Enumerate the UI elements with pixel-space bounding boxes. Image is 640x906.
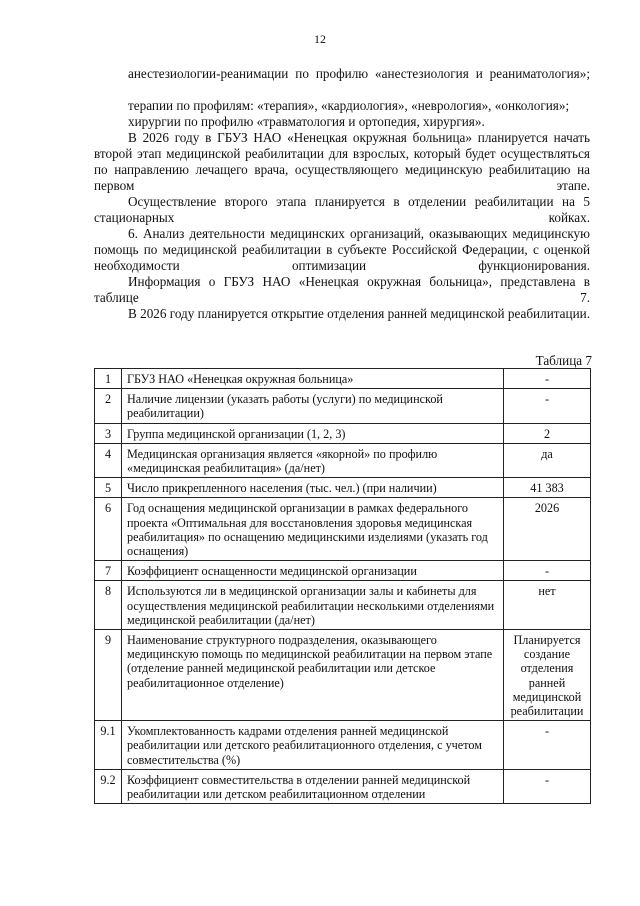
table-row xyxy=(95,630,591,721)
row-value: - xyxy=(504,721,591,770)
row-description: Коэффициент оснащенности медицинской организации xyxy=(122,561,504,581)
row-description: Используются ли в медицинской организации залы и кабинеты для осуществления медицинской реабилитации несколькими отделениями медицинской реабилитации (да/нет) xyxy=(122,581,504,630)
row-value: - xyxy=(504,389,591,423)
paragraph-second-stage-beds: Осуществление второго этапа планируется в отделении реабилитации на 5 стационарных койках. xyxy=(94,194,590,225)
table-body xyxy=(95,369,591,804)
table-row xyxy=(95,443,591,477)
section-6-heading: 6. Анализ деятельности медицинских организаций, оказывающих медицинскую помощь по медицинской реабилитации в субъекте Российской Федерации, с оценкой необходимости оптимизации функционирования. xyxy=(94,226,590,273)
table-row xyxy=(95,721,591,770)
row-description: Год оснащения медицинской организации в рамках федерального проекта «Оптимальная для восстановления здоровья медицинская реабилитация» по оснащению медицинскими изделиями (указать год оснащения) xyxy=(122,498,504,561)
row-value: 2026 xyxy=(504,498,591,561)
row-number: 6 xyxy=(95,498,122,561)
table-7 xyxy=(94,368,591,804)
row-number: 5 xyxy=(95,478,122,498)
row-description: Медицинская организация является «якорной» по профилю «медицинская реабилитация» (да/нет) xyxy=(122,443,504,477)
table-row xyxy=(95,423,591,443)
row-number: 4 xyxy=(95,443,122,477)
row-description: Наименование структурного подразделения, оказывающего медицинскую помощь по медицинской реабилитации на первом этапе (отделение ранней медицинской реабилитации или детское реабилитационное отделение) xyxy=(122,630,504,721)
row-value: - xyxy=(504,769,591,803)
row-description: Число прикрепленного населения (тыс. чел.) (при наличии) xyxy=(122,478,504,498)
paragraph-therapy: терапии по профилям: «терапия», «кардиология», «неврология», «онкология»; xyxy=(128,98,570,113)
row-value: - xyxy=(504,369,591,389)
table-row xyxy=(95,478,591,498)
row-number: 9.1 xyxy=(95,721,122,770)
table-row xyxy=(95,581,591,630)
table-row xyxy=(95,561,591,581)
paragraph-table-reference: Информация о ГБУЗ НАО «Ненецкая окружная больница», представлена в таблице 7. xyxy=(94,274,590,305)
row-number: 8 xyxy=(95,581,122,630)
row-number: 9 xyxy=(95,630,122,721)
row-description: Коэффициент совместительства в отделении ранней медицинской реабилитации или детском реабилитационном отделении xyxy=(122,769,504,803)
paragraph-anesthesiology: анестезиологии-реанимации по профилю «анестезиология и реаниматология»; xyxy=(128,66,590,81)
row-description: Наличие лицензии (указать работы (услуги) по медицинской реабилитации) xyxy=(122,389,504,423)
row-number: 2 xyxy=(95,389,122,423)
row-value: нет xyxy=(504,581,591,630)
row-number: 1 xyxy=(95,369,122,389)
row-number: 7 xyxy=(95,561,122,581)
paragraph-second-stage-plan: В 2026 году в ГБУЗ НАО «Ненецкая окружная больница» планируется начать второй этап медицинской реабилитации для взрослых, который будет осуществляться по направлению лечащего врача, осуществляющего медицинскую реабилитацию на первом этапе. xyxy=(94,130,590,193)
paragraph-surgery: хирургии по профилю «травматология и ортопедия, хирургия». xyxy=(128,114,485,129)
row-value: - xyxy=(504,561,591,581)
row-value: да xyxy=(504,443,591,477)
page-number: 12 xyxy=(314,32,326,46)
row-value: Планируется создание отделения ранней медицинской реабилитации xyxy=(504,630,591,721)
table-caption: Таблица 7 xyxy=(535,353,592,368)
paragraph-early-rehab-opening: В 2026 году планируется открытие отделения ранней медицинской реабилитации. xyxy=(128,306,590,321)
table-row xyxy=(95,389,591,423)
row-value: 2 xyxy=(504,423,591,443)
row-description: Группа медицинской организации (1, 2, 3) xyxy=(122,423,504,443)
row-description: ГБУЗ НАО «Ненецкая окружная больница» xyxy=(122,369,504,389)
table-row xyxy=(95,769,591,803)
table-row xyxy=(95,369,591,389)
table-row xyxy=(95,498,591,561)
row-value: 41 383 xyxy=(504,478,591,498)
row-number: 9.2 xyxy=(95,769,122,803)
row-number: 3 xyxy=(95,423,122,443)
row-description: Укомплектованность кадрами отделения ранней медицинской реабилитации или детского реабилитационного отделения, с учетом совместительства (%) xyxy=(122,721,504,770)
